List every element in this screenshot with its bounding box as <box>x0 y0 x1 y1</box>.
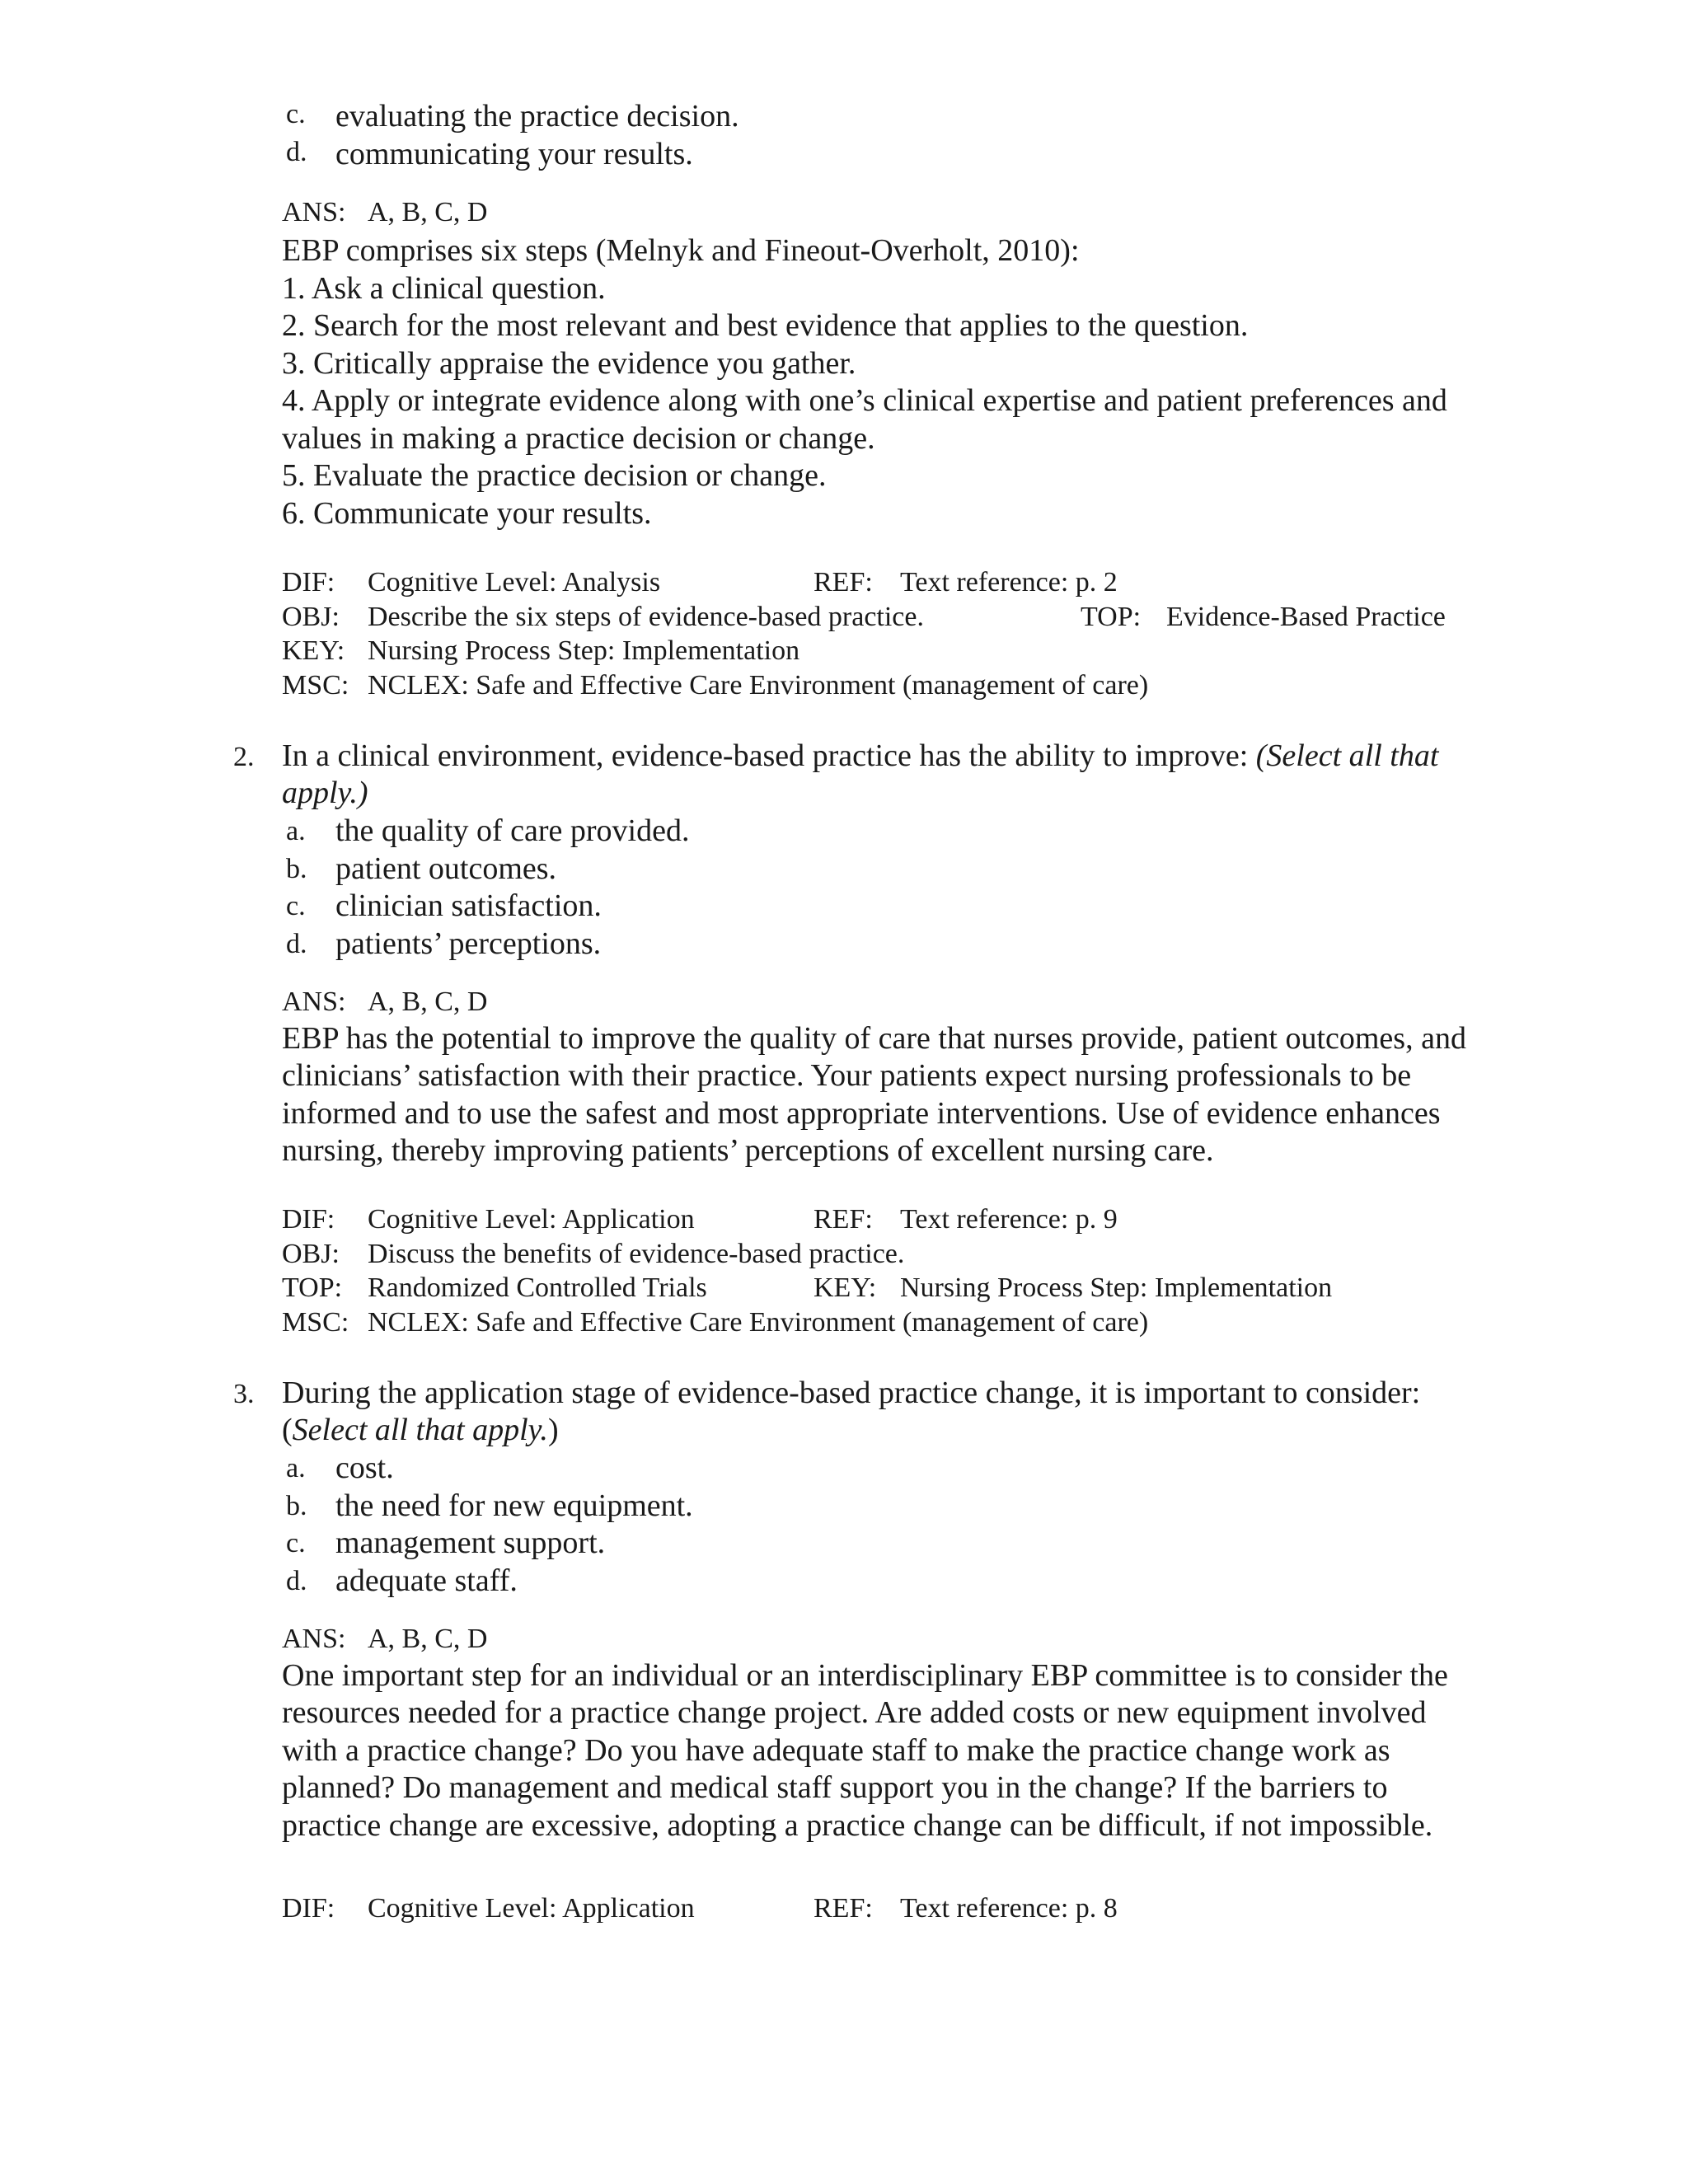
rationale-line: with a practice change? Do you have adequate staff to make the practice change work as <box>282 1733 1390 1768</box>
key-label: KEY: <box>282 635 345 666</box>
option-text: cost. <box>335 1451 394 1485</box>
option-text: the need for new equipment. <box>335 1488 693 1523</box>
option-letter: a. <box>286 816 306 846</box>
obj-value: Discuss the benefits of evidence-based practice. <box>368 1239 905 1269</box>
option-letter: d. <box>286 929 307 959</box>
ref-value: Text reference: p. 2 <box>900 567 1118 598</box>
stem-instruction: (Select all that <box>1255 738 1439 773</box>
option-letter: d. <box>286 137 307 167</box>
rationale-line: 3. Critically appraise the evidence you gather. <box>282 346 856 381</box>
rationale-line: clinicians’ satisfaction with their practice. Your patients expect nursing professionals to be <box>282 1058 1412 1093</box>
rationale-line: planned? Do management and medical staff support you in the change? If the barriers to <box>282 1770 1388 1805</box>
question-number: 3. <box>233 1379 255 1409</box>
ref-value: Text reference: p. 9 <box>900 1204 1118 1235</box>
msc-label: MSC: <box>282 1307 349 1338</box>
key-value: Nursing Process Step: Implementation <box>900 1272 1333 1303</box>
rationale-line: 1. Ask a clinical question. <box>282 271 606 306</box>
option-text: clinician satisfaction. <box>335 888 602 923</box>
top-value: Evidence-Based Practice <box>1166 602 1446 632</box>
msc-label: MSC: <box>282 670 349 701</box>
top-value: Randomized Controlled Trials <box>368 1272 707 1303</box>
obj-label: OBJ: <box>282 602 340 632</box>
obj-label: OBJ: <box>282 1239 340 1269</box>
option-text: patients’ perceptions. <box>335 926 602 961</box>
ref-label: REF: <box>814 1204 873 1235</box>
obj-value: Describe the six steps of evidence-based practice. <box>368 602 924 632</box>
ref-label: REF: <box>814 1893 873 1924</box>
option-letter: b. <box>286 1491 307 1521</box>
option-letter: c. <box>286 99 306 129</box>
rationale-line: values in making a practice decision or change. <box>282 421 875 456</box>
rationale-line: EBP has the potential to improve the quality of care that nurses provide, patient outcomes, and <box>282 1021 1466 1056</box>
top-label: TOP: <box>1081 602 1142 632</box>
dif-label: DIF: <box>282 1893 335 1924</box>
rationale-line: 6. Communicate your results. <box>282 496 652 531</box>
option-letter: d. <box>286 1566 307 1596</box>
key-value: Nursing Process Step: Implementation <box>368 635 800 666</box>
option-letter: a. <box>286 1453 306 1483</box>
question-stem: During the application stage of evidence-based practice change, it is important to consider: <box>282 1376 1421 1410</box>
stem-instruction <box>282 1411 559 1449</box>
question-number: 2. <box>233 742 255 772</box>
answer-label: ANS: <box>282 987 346 1017</box>
stem-instruction-text: Select all that apply. <box>292 1413 548 1447</box>
answer-value: A, B, C, D <box>368 987 488 1017</box>
rationale-line: practice change are excessive, adopting a practice change can be difficult, if not impossible. <box>282 1808 1433 1843</box>
rationale-line: 5. Evaluate the practice decision or change. <box>282 458 827 493</box>
stem-instruction-cont: apply.) <box>282 776 368 810</box>
rationale-line: nursing, thereby improving patients’ perceptions of excellent nursing care. <box>282 1133 1214 1168</box>
ref-label: REF: <box>814 567 873 598</box>
top-label: TOP: <box>282 1272 343 1303</box>
option-letter: c. <box>286 891 306 921</box>
paren-close: ) <box>547 1413 559 1447</box>
dif-label: DIF: <box>282 1204 335 1235</box>
option-text: management support. <box>335 1526 606 1560</box>
ref-value: Text reference: p. 8 <box>900 1893 1118 1924</box>
dif-value: Cognitive Level: Analysis <box>368 567 661 598</box>
key-label: KEY: <box>814 1272 877 1303</box>
option-text: adequate staff. <box>335 1563 518 1598</box>
answer-label: ANS: <box>282 1624 346 1654</box>
paren-open: ( <box>282 1413 293 1447</box>
stem-text: In a clinical environment, evidence-based practice has the ability to improve: <box>282 738 1249 773</box>
rationale-line: informed and to use the safest and most appropriate interventions. Use of evidence enhances <box>282 1096 1441 1131</box>
option-text: the quality of care provided. <box>335 813 690 848</box>
rationale-line: 4. Apply or integrate evidence along with one’s clinical expertise and patient preferences and <box>282 383 1447 418</box>
dif-label: DIF: <box>282 567 335 598</box>
msc-value: NCLEX: Safe and Effective Care Environment (management of care) <box>368 1307 1149 1338</box>
dif-value: Cognitive Level: Application <box>368 1204 695 1235</box>
answer-value: A, B, C, D <box>368 1624 488 1654</box>
option-letter: c. <box>286 1528 306 1558</box>
answer-label: ANS: <box>282 197 346 227</box>
rationale-line: resources needed for a practice change project. Are added costs or new equipment involved <box>282 1695 1427 1730</box>
option-text: patient outcomes. <box>335 851 557 886</box>
rationale-line: EBP comprises six steps (Melnyk and Fineout-Overholt, 2010): <box>282 233 1080 268</box>
option-letter: b. <box>286 854 307 884</box>
rationale-line: 2. Search for the most relevant and best evidence that applies to the question. <box>282 308 1249 343</box>
dif-value: Cognitive Level: Application <box>368 1893 695 1924</box>
msc-value: NCLEX: Safe and Effective Care Environment (management of care) <box>368 670 1149 701</box>
answer-value: A, B, C, D <box>368 197 488 227</box>
option-text: communicating your results. <box>335 137 693 171</box>
question-stem <box>282 737 1438 775</box>
option-text: evaluating the practice decision. <box>335 99 739 134</box>
rationale-line: One important step for an individual or an interdisciplinary EBP committee is to consider the <box>282 1658 1448 1693</box>
